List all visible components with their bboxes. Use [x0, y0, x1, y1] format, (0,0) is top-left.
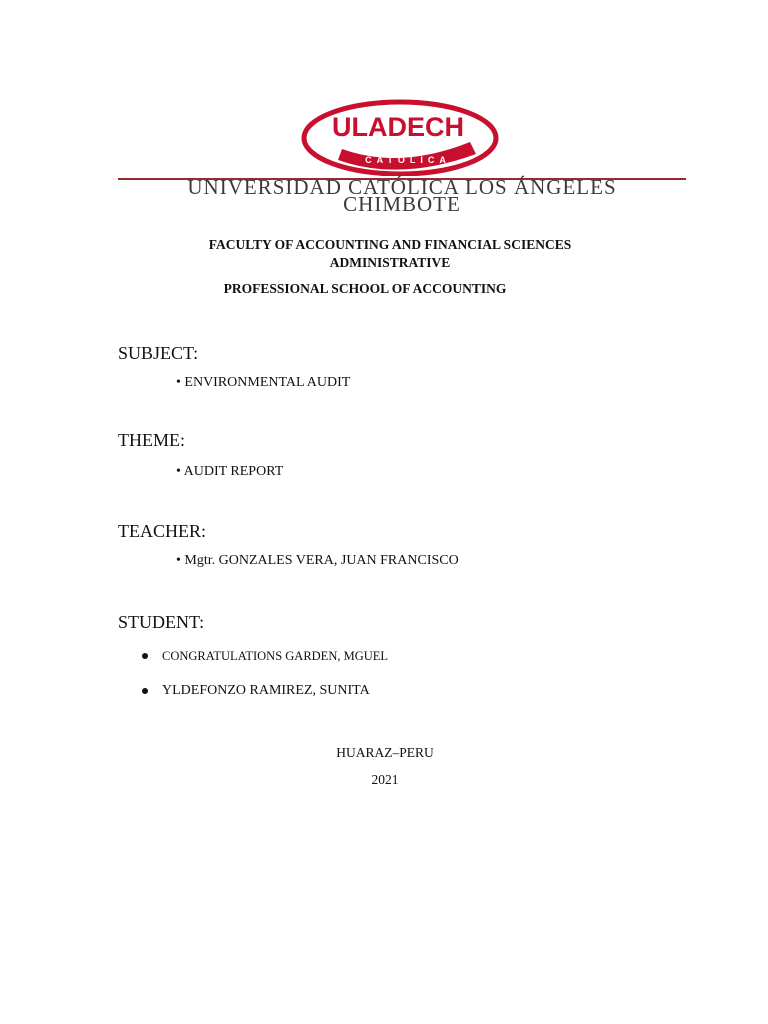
teacher-value: • Mgtr. GONZALES VERA, JUAN FRANCISCO — [176, 553, 459, 568]
student-name-2: YLDEFONZO RAMIREZ, SUNITA — [162, 683, 370, 698]
theme-label: THEME: — [118, 430, 185, 450]
subject-value: • ENVIRONMENTAL AUDIT — [176, 375, 351, 390]
faculty-line1: FACULTY OF ACCOUNTING AND FINANCIAL SCIENCES — [208, 237, 572, 252]
bullet-icon — [142, 688, 148, 694]
teacher-label: TEACHER: — [118, 521, 206, 541]
university-name — [100, 175, 704, 216]
university-name-line: UNIVERSIDAD CATÓLICA LOS ÁNGELES — [187, 175, 617, 199]
logo-subtext: CATÓLICA — [365, 155, 451, 165]
faculty-line2: ADMINISTRATIVE — [329, 255, 451, 270]
bullet-icon — [142, 653, 148, 659]
faculty-name — [130, 236, 650, 272]
place: HUARAZ–PERU — [336, 745, 434, 760]
student-label: STUDENT: — [118, 612, 205, 632]
year: 2021 — [371, 772, 399, 787]
school-name: PROFESSIONAL SCHOOL OF ACCOUNTING — [223, 281, 507, 296]
university-logo — [300, 96, 500, 176]
university-city: CHIMBOTE — [343, 192, 461, 216]
subject-label: SUBJECT: — [118, 343, 199, 363]
logo-emblem — [300, 96, 500, 176]
student-name-1: CONGRATULATIONS GARDEN, MGUEL — [162, 649, 389, 663]
theme-value: • AUDIT REPORT — [176, 464, 284, 479]
logo-text: ULADECH — [332, 112, 464, 142]
